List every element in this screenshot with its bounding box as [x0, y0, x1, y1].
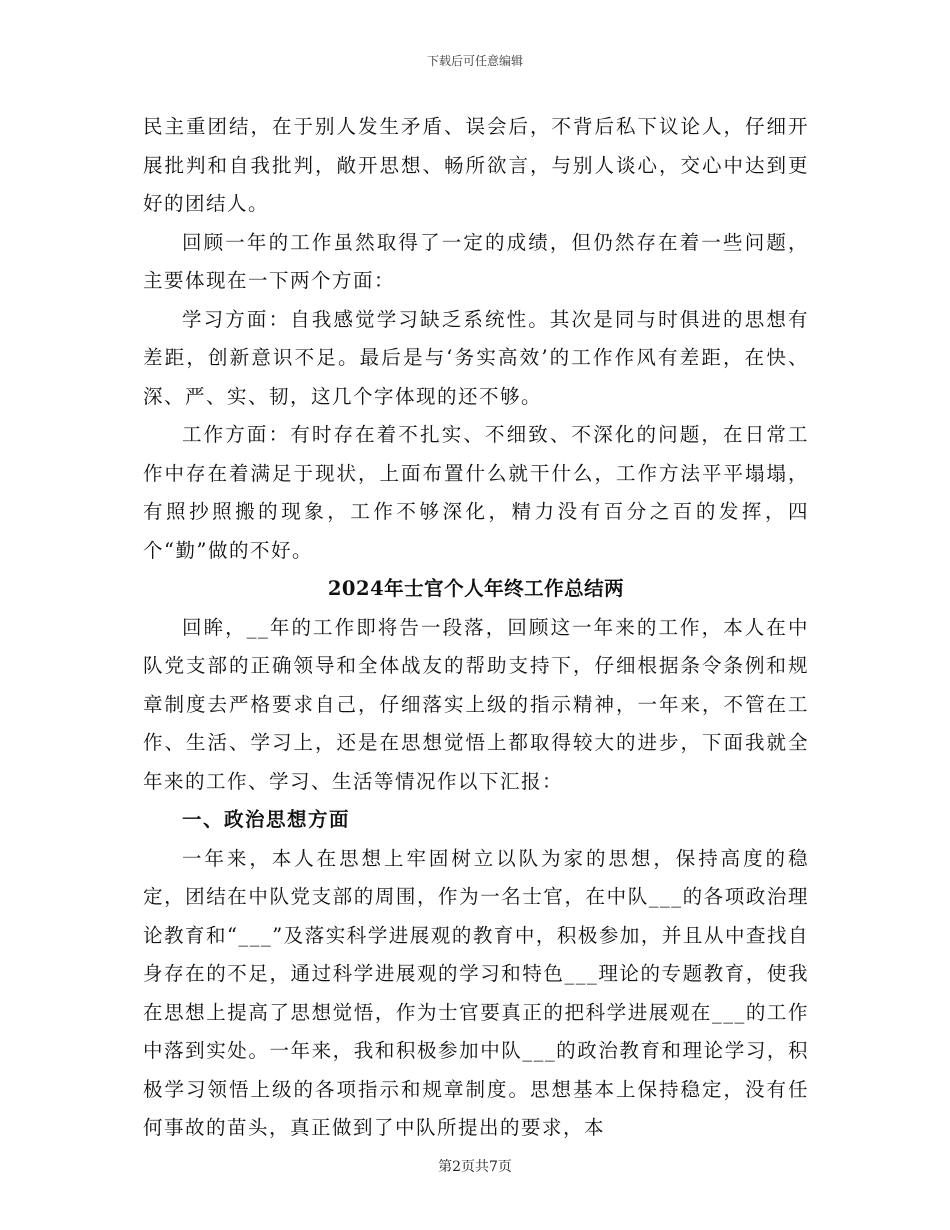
paragraph-study: 学习方面：自我感觉学习缺乏系统性。其次是同与时俱进的思想有差距，创新意识不足。最后是与‘务实高效’的工作作风有差距，在快、深、严、实、韧，这几个字体现的还不够。	[143, 307, 809, 408]
document-body	[143, 108, 809, 1148]
paragraph-2: 回顾一年的工作虽然取得了一定的成绩，但仍然存在着一些问题，主要体现在一下两个方面：	[143, 230, 809, 292]
section-title: 2024年士官个人年终工作总结两	[327, 577, 625, 600]
paragraph-intro: 回眸，__年的工作即将告一段落，回顾这一年来的工作，本人在中队党支部的正确领导和全体战友的帮助支持下，仔细根据条令条例和规章制度去严格要求自己，仔细落实上级的指示精神，一年来，不管在工作、生活、学习上，还是在思想觉悟上都取得较大的进步，下面我就全年来的工作、学习、生活等情况作以下汇报：	[143, 615, 809, 793]
paragraph-political: 一年来，本人在思想上牢固树立以队为家的思想，保持高度的稳定，团结在中队党支部的周围，作为一名士官，在中队___的各项政治理论教育和“___”及落实科学进展观的教育中，积极参加，并且从中查找自身存在的不足，通过科学进展观的学习和特色___理论的专题教育，使我在思想上提高了思想觉悟，作为士官要真正的把科学进展观在___的工作中落到实处。一年来，我和积极参加中队___的政治教育和理论学习，积极学习领悟上级的各项指示和规章制度。思想基本上保持稳定，没有任何事故的苗头，真正做到了中队所提出的要求，本	[143, 846, 809, 1139]
paragraph-1: 民主重团结，在于别人发生矛盾、误会后，不背后私下议论人，仔细开展批判和自我批判，敞开思想、畅所欲言，与别人谈心，交心中达到更好的团结人。	[143, 115, 809, 215]
page-number: 第2页共7页	[438, 1159, 512, 1175]
page-header-note: 下载后可任意编辑	[426, 54, 523, 68]
subheading-political: 一、政治思想方面	[182, 808, 351, 831]
paragraph-work: 工作方面：有时存在着不扎实、不细致、不深化的问题，在日常工作中存在着满足于现状，上面布置什么就干什么，工作方法平平塌塌，有照抄照搬的现象，工作不够深化，精力没有百分之百的发挥，四个“勤”做的不好。	[143, 423, 809, 562]
